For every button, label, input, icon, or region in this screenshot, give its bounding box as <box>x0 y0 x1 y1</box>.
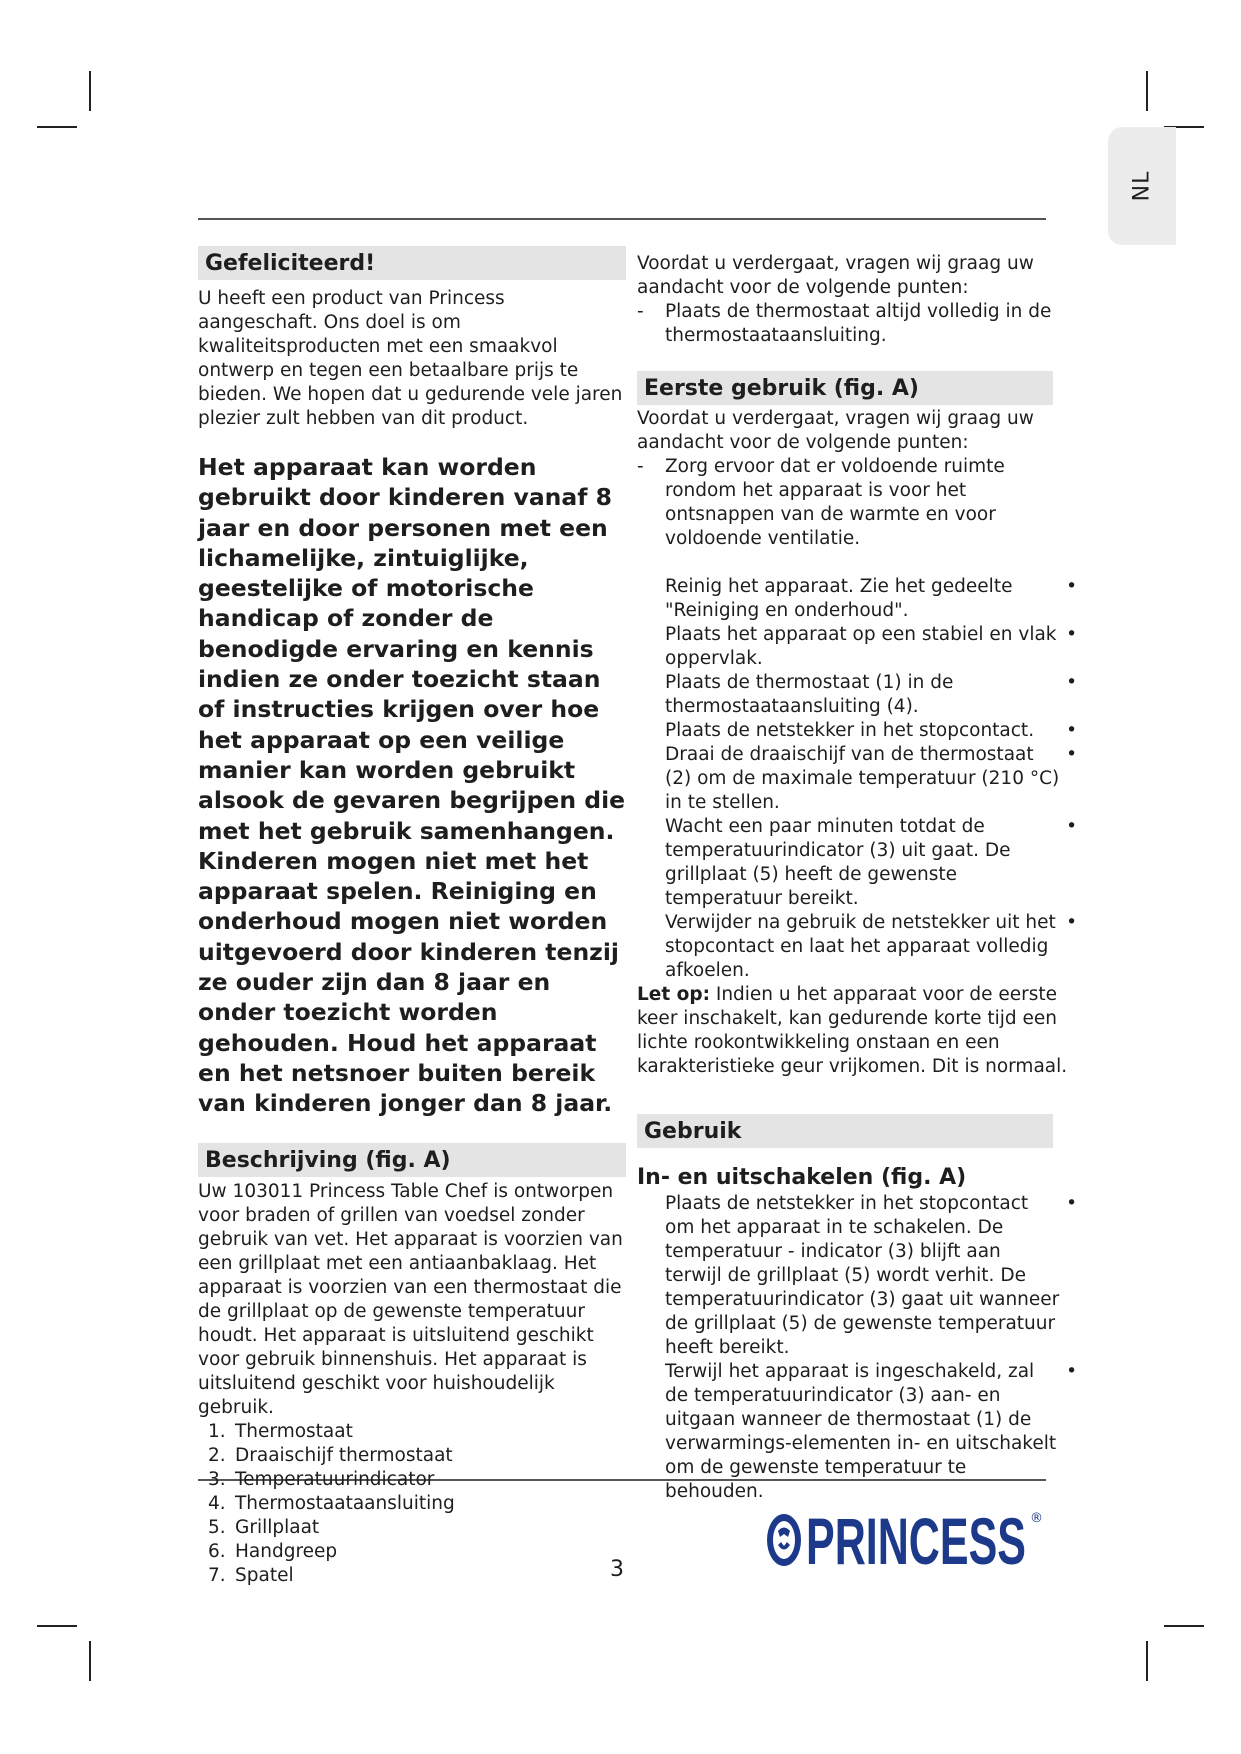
description-heading: Beschrijving (fig. A) <box>198 1143 626 1177</box>
first-use-intro: Voordat u verdergaat, vragen wij graag uw aandacht voor de volgende punten: <box>637 408 1034 453</box>
right-column <box>637 252 1077 1504</box>
crop-mark <box>37 126 77 128</box>
crop-mark <box>1146 71 1148 111</box>
list-item: Draai de draaischijf van de thermostaat (2) om de maximale temperatuur (210 °C) in te stellen. • <box>665 744 1077 813</box>
first-use-heading: Eerste gebruik (fig. A) <box>637 371 1053 405</box>
switching-subheading: In- en uitschakelen (fig. A) <box>637 1165 967 1190</box>
list-item: 5. Grillplaat <box>208 1516 320 1538</box>
first-use-note: Let op: Indien u het apparaat voor de eerste keer inschakelt, kan gedurende korte tijd een lichte rookontwikkeling onstaan en een karakteristieke geur vrijkomen. Dit is normaal. <box>637 984 1068 1077</box>
use-steps <box>637 1192 1077 1504</box>
logo-wordmark: PRINCESS <box>806 1504 1026 1578</box>
list-item: Plaats het apparaat op een stabiel en vlak oppervlak. • <box>665 624 1077 669</box>
crop-mark <box>1164 1625 1204 1627</box>
use-heading: Gebruik <box>637 1114 1053 1148</box>
list-item: 2. Draaischijf thermostaat <box>208 1444 453 1466</box>
list-item: Plaats de netstekker in het stopcontact om het apparaat in te schakelen. De temperatuur - indicator (3) blijft aan terwijl de grillplaat (5) wordt verhit. De temperatuurindicator (3) gaat uit wanneer de grillplaat (5) de gewenste temperatuur heeft bereikt. • <box>665 1193 1077 1358</box>
list-item: Verwijder na gebruik de netstekker uit het stopcontact en laat het apparaat volledig afkoelen. • <box>665 912 1077 981</box>
registered-mark: ® <box>1030 1511 1043 1526</box>
parts-list <box>198 1420 626 1588</box>
list-item: 3. Temperatuurindicator <box>208 1468 435 1490</box>
congrats-text: U heeft een product van Princess aangeschaft. Ons doel is om kwaliteitsproducten met een smaakvol ontwerp en tegen een betaalbare prijs te bieden. We hopen dat u gedurende vele jaren plezier zult hebben van dit product. <box>198 288 623 429</box>
congrats-heading: Gefeliciteerd! <box>198 246 626 280</box>
crop-mark <box>37 1625 77 1627</box>
list-item: 1. Thermostaat <box>208 1420 353 1442</box>
crop-mark <box>89 1641 91 1681</box>
princess-logo <box>762 1500 1047 1580</box>
left-column <box>198 246 626 1588</box>
language-code: NL <box>1129 170 1155 202</box>
page-number: 3 <box>610 1557 624 1582</box>
list-item: 7. Spatel <box>208 1564 294 1586</box>
first-use-steps <box>637 575 1077 983</box>
list-item: - Plaats de thermostaat altijd volledig in de thermostaataansluiting. <box>637 301 1052 346</box>
list-item: 6. Handgreep <box>208 1540 338 1562</box>
list-item: Plaats de netstekker in het stopcontact. • <box>665 720 1077 741</box>
list-item: Reinig het apparaat. Zie het gedeelte "Reiniging en onderhoud". • <box>665 576 1077 621</box>
intro-text: Voordat u verdergaat, vragen wij graag uw aandacht voor de volgende punten: <box>637 253 1034 298</box>
list-item: 4. Thermostaataansluiting <box>208 1492 455 1514</box>
princess-crest-icon <box>767 1514 801 1566</box>
safety-warning: Het apparaat kan worden gebruikt door kinderen vanaf 8 jaar en door personen met een lichamelijke, zintuiglijke, geestelijke of motorische handicap of zonder de benodigde ervaring en kennis indien ze onder toezicht staan of instructies krijgen over hoe het apparaat op een veilige manier kan worden gebruikt alsook de gevaren begrijpen die met het gebruik samenhangen. Kinderen mogen niet met het apparaat spelen. Reiniging en onderhoud mogen niet worden uitgevoerd door kinderen tenzij ze ouder zijn dan 8 jaar en onder toezicht worden gehouden. Houd het apparaat en het netsnoer buiten bereik van kinderen jonger dan 8 jaar. <box>198 453 626 1118</box>
crop-mark <box>1146 1641 1148 1681</box>
top-divider <box>198 218 1046 220</box>
list-item: Wacht een paar minuten totdat de temperatuurindicator (3) uit gaat. De grillplaat (5) heeft de gewenste temperatuur bereikt. • <box>665 816 1077 909</box>
language-tab <box>1108 127 1176 245</box>
list-item: Plaats de thermostaat (1) in de thermostaataansluiting (4). • <box>665 672 1077 717</box>
crop-mark <box>89 71 91 111</box>
list-item: Terwijl het apparaat is ingeschakeld, zal de temperatuurindicator (3) aan- en uitgaan wanneer de thermostaat (1) de verwarmings-elementen in- en uitschakelt om de gewenste temperatuur te behouden. • <box>665 1361 1077 1502</box>
list-item: - Zorg ervoor dat er voldoende ruimte rondom het apparaat is voor het ontsnappen van de warmte en voor voldoende ventilatie. <box>637 456 1005 549</box>
description-text: Uw 103011 Princess Table Chef is ontworpen voor braden of grillen van voedsel zonder gebruik van vet. Het apparaat is voorzien van een grillplaat met een antiaanbaklaag. Het apparaat is voorzien van een thermostaat die de grillplaat op de gewenste temperatuur houdt. Het apparaat is uitsluitend geschikt voor gebruik binnenshuis. Het apparaat is uitsluitend geschikt voor huishoudelijk gebruik. <box>198 1180 623 1418</box>
